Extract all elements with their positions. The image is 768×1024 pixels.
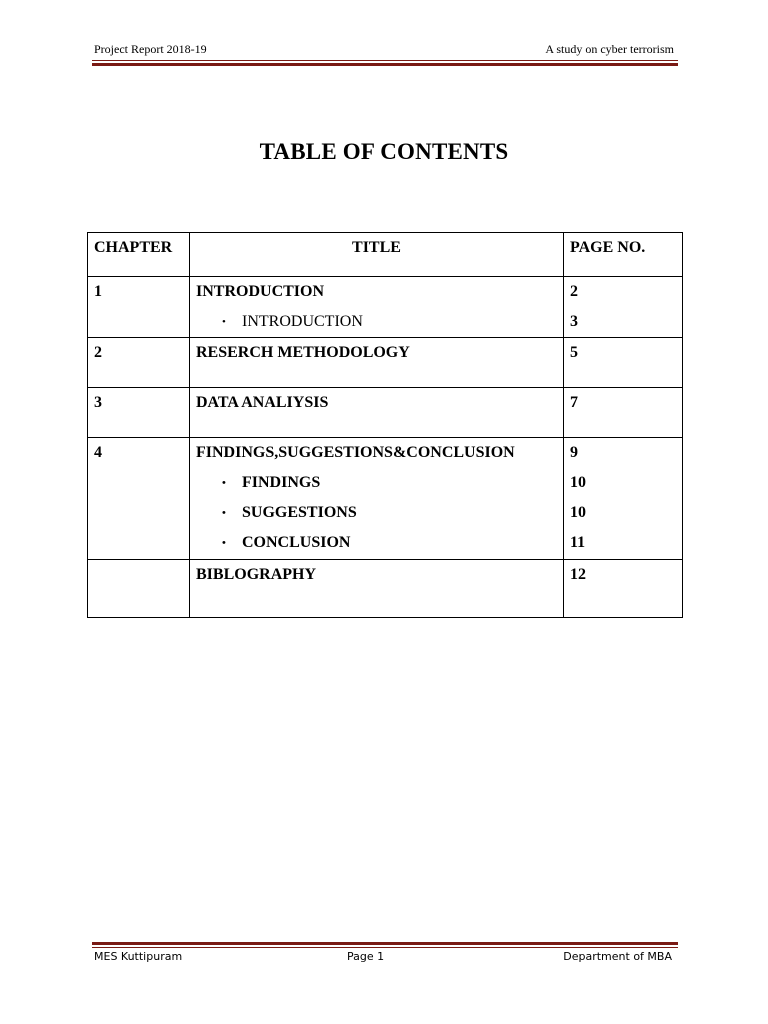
row-1-title — [190, 277, 564, 338]
header-title-label: TITLE — [352, 239, 401, 256]
chapter-title: DATA ANALIYSIS — [196, 394, 329, 411]
sub-page-number: 11 — [570, 534, 586, 551]
table-row — [88, 277, 683, 338]
table-row — [88, 438, 683, 560]
table-header-row — [88, 233, 683, 277]
row-5-page — [564, 560, 683, 618]
chapter-title: FINDINGS,SUGGESTIONS&CONCLUSION — [196, 444, 515, 461]
row-1-chapter — [88, 277, 190, 338]
row-2-chapter — [88, 338, 190, 388]
footer-rule-thick — [92, 942, 678, 945]
chapter-title: BIBLOGRAPHY — [196, 566, 317, 583]
page-number: 2 — [570, 283, 578, 300]
header-chapter-label: CHAPTER — [94, 239, 173, 256]
page-title: TABLE OF CONTENTS — [259, 139, 509, 164]
row-4-title — [190, 438, 564, 560]
table-row — [88, 338, 683, 388]
chapter-title: INTRODUCTION — [196, 283, 325, 300]
row-2-page — [564, 338, 683, 388]
page-number: 12 — [570, 566, 586, 583]
footer-left-text: MES Kuttipuram — [94, 950, 183, 963]
page-number: 9 — [570, 444, 578, 461]
page-number: 5 — [570, 344, 578, 361]
sub-page-number: 3 — [570, 313, 578, 330]
chapter-number: 3 — [94, 394, 102, 411]
row-5-title — [190, 560, 564, 618]
sub-item-label: INTRODUCTION — [242, 313, 363, 330]
table-row — [88, 560, 683, 618]
chapter-number — [94, 560, 183, 590]
row-1-page — [564, 277, 683, 338]
header-rule-thin — [92, 60, 678, 61]
chapter-number: 4 — [94, 444, 102, 461]
sub-page-number: 10 — [570, 474, 586, 491]
row-2-title — [190, 338, 564, 388]
chapter-number: 1 — [94, 283, 102, 300]
row-5-chapter — [88, 560, 190, 618]
table-row — [88, 388, 683, 438]
header-right-text: A study on cyber terrorism — [545, 42, 674, 56]
sub-item — [196, 498, 557, 528]
page-number: 7 — [570, 394, 578, 411]
sub-item — [196, 528, 557, 558]
bullet-icon: • — [222, 477, 226, 489]
row-3-page — [564, 388, 683, 438]
row-3-chapter — [88, 388, 190, 438]
bullet-icon: • — [222, 316, 226, 328]
footer-rule-thin — [92, 947, 678, 948]
footer-page-number: Page 1 — [347, 950, 385, 963]
bullet-icon: • — [222, 507, 226, 519]
row-4-page — [564, 438, 683, 560]
footer-right-text: Department of MBA — [563, 950, 672, 963]
header-page — [564, 233, 683, 277]
chapter-title: RESERCH METHODOLOGY — [196, 344, 410, 361]
sub-item — [196, 307, 557, 337]
sub-page-number: 10 — [570, 504, 586, 521]
chapter-number: 2 — [94, 344, 102, 361]
sub-item — [196, 468, 557, 498]
sub-item-label: CONCLUSION — [242, 534, 351, 551]
header-rule-thick — [92, 63, 678, 66]
header-title — [190, 233, 564, 277]
sub-item-label: FINDINGS — [242, 474, 321, 491]
row-3-title — [190, 388, 564, 438]
header-page-label: PAGE NO. — [570, 239, 646, 256]
header-left-text: Project Report 2018-19 — [94, 42, 207, 56]
header-chapter — [88, 233, 190, 277]
contents-table — [87, 232, 683, 618]
sub-item-label: SUGGESTIONS — [242, 504, 357, 521]
row-4-chapter — [88, 438, 190, 560]
bullet-icon: • — [222, 537, 226, 549]
